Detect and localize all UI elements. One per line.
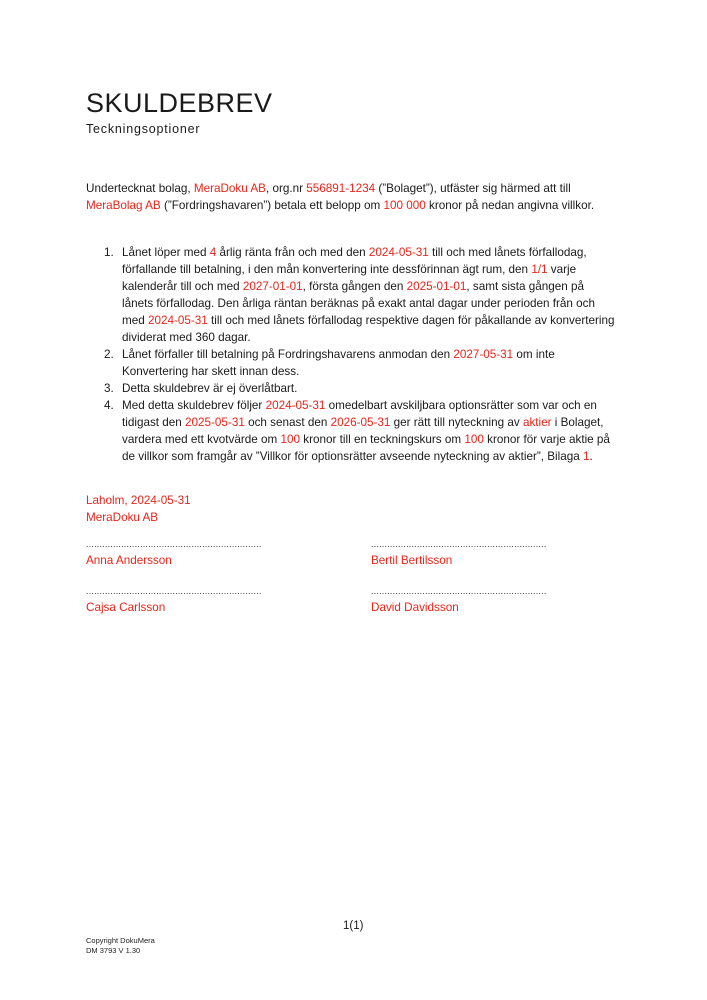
signature-slot [371, 538, 551, 569]
term-field: aktier [522, 416, 552, 429]
footer-version: DM 3793 V 1.30 [86, 946, 141, 955]
terms-list [86, 244, 616, 465]
term-text: i Bolaget, vardera med ett kvotvärde om [122, 416, 604, 446]
term-item [86, 346, 616, 380]
signature-place-block [86, 492, 191, 526]
term-field: 2024-05-31 [368, 246, 429, 259]
term-text: Lånet förfaller till betalning på Fordringshavarens anmodan den [122, 348, 454, 361]
term-text: . [589, 450, 593, 463]
term-item [86, 397, 616, 465]
signature-line: ................................................................. [371, 539, 547, 549]
orgnr-field: 556891-1234 [306, 182, 376, 195]
intro-text: (”Bolaget”), utfäster sig härmed att till [375, 182, 571, 195]
term-text: ger rätt till nyteckning av [390, 416, 523, 429]
term-text: Detta skuldebrev är ej överlåtbart. [122, 382, 298, 395]
term-text: kronor till en teckningskurs om [300, 433, 465, 446]
term-item [86, 244, 616, 346]
term-text: Lånet löper med [122, 246, 210, 259]
term-field: 2027-01-01 [242, 280, 303, 293]
term-field: 100 [464, 433, 484, 446]
term-field: 1/1 [531, 263, 548, 276]
document-subtitle: Teckningsoptioner [86, 122, 201, 136]
footer-copyright: Copyright DokuMera [86, 936, 155, 945]
term-text: , samt sista gången på lånets förfallodag. Den årliga räntan beräknas på exakt antal dagar under perioden från och med [122, 280, 596, 327]
term-field: 4 [209, 246, 217, 259]
amount-field: 100 000 [383, 199, 426, 212]
signature-block [86, 538, 546, 628]
signer-name: David Davidsson [371, 601, 459, 614]
term-item [86, 380, 616, 397]
company-signature-name: MeraDoku AB [86, 511, 159, 524]
term-field: 100 [280, 433, 301, 446]
signature-slot [86, 538, 266, 569]
intro-text: Undertecknat bolag, [86, 182, 194, 195]
term-text: Med detta skuldebrev följer [122, 399, 266, 412]
intro-text: kronor på nedan angivna villkor. [425, 199, 595, 212]
term-number: 1. [104, 246, 114, 259]
signature-line: ................................................................. [86, 586, 262, 596]
term-number: 4. [104, 399, 114, 412]
document-title: SKULDEBREV [86, 88, 273, 118]
intro-text: , org.nr [265, 182, 307, 195]
term-field: 2024-05-31 [147, 314, 208, 327]
signer-name: Anna Andersson [86, 554, 172, 567]
term-number: 2. [104, 348, 114, 361]
signer-name: Bertil Bertilsson [371, 554, 453, 567]
signature-slot [371, 585, 551, 616]
creditor-field: MeraBolag AB [86, 199, 161, 212]
term-text: kronor för varje aktie på de villkor som framgår av ”Villkor för optionsrätter avseende nyteckning av aktier”, Bilaga [122, 433, 610, 463]
term-field: 2025-01-01 [406, 280, 467, 293]
term-text: till och med lånets förfallodag, förfallande till betalning, i den mån konvertering inte dessförinnan ägt rum, den [122, 246, 587, 276]
intro-paragraph [86, 180, 626, 214]
signature-line: ................................................................. [86, 539, 262, 549]
term-text: årlig ränta från och med den [216, 246, 369, 259]
company-field: MeraDoku AB [193, 182, 266, 195]
term-field: 2027-05-31 [453, 348, 514, 361]
term-field: 2026-05-31 [330, 416, 391, 429]
term-field: 2025-05-31 [185, 416, 245, 429]
signer-name: Cajsa Carlsson [86, 601, 166, 614]
term-text: , första gången den [302, 280, 407, 293]
footer [86, 936, 155, 956]
term-field: 2024-05-31 [265, 399, 326, 412]
term-field: 1 [583, 450, 590, 463]
page-number: 1(1) [343, 920, 364, 932]
term-text: till och med lånets förfallodag respektive dagen för påkallande av konvertering dividerat med 360 dagar. [122, 314, 615, 344]
place-date: Laholm, 2024-05-31 [86, 494, 191, 507]
signature-line: ................................................................. [371, 586, 547, 596]
term-number: 3. [104, 382, 114, 395]
term-text: omedelbart avskiljbara optionsrätter som var och en tidigast den [122, 399, 597, 429]
intro-text: (”Fordringshavaren”) betala ett belopp om [160, 199, 384, 212]
signature-slot [86, 585, 266, 616]
term-text: om inte Konvertering har skett innan dess. [122, 348, 555, 378]
term-text: och senast den [244, 416, 331, 429]
term-text: varje kalenderår till och med [122, 263, 577, 293]
